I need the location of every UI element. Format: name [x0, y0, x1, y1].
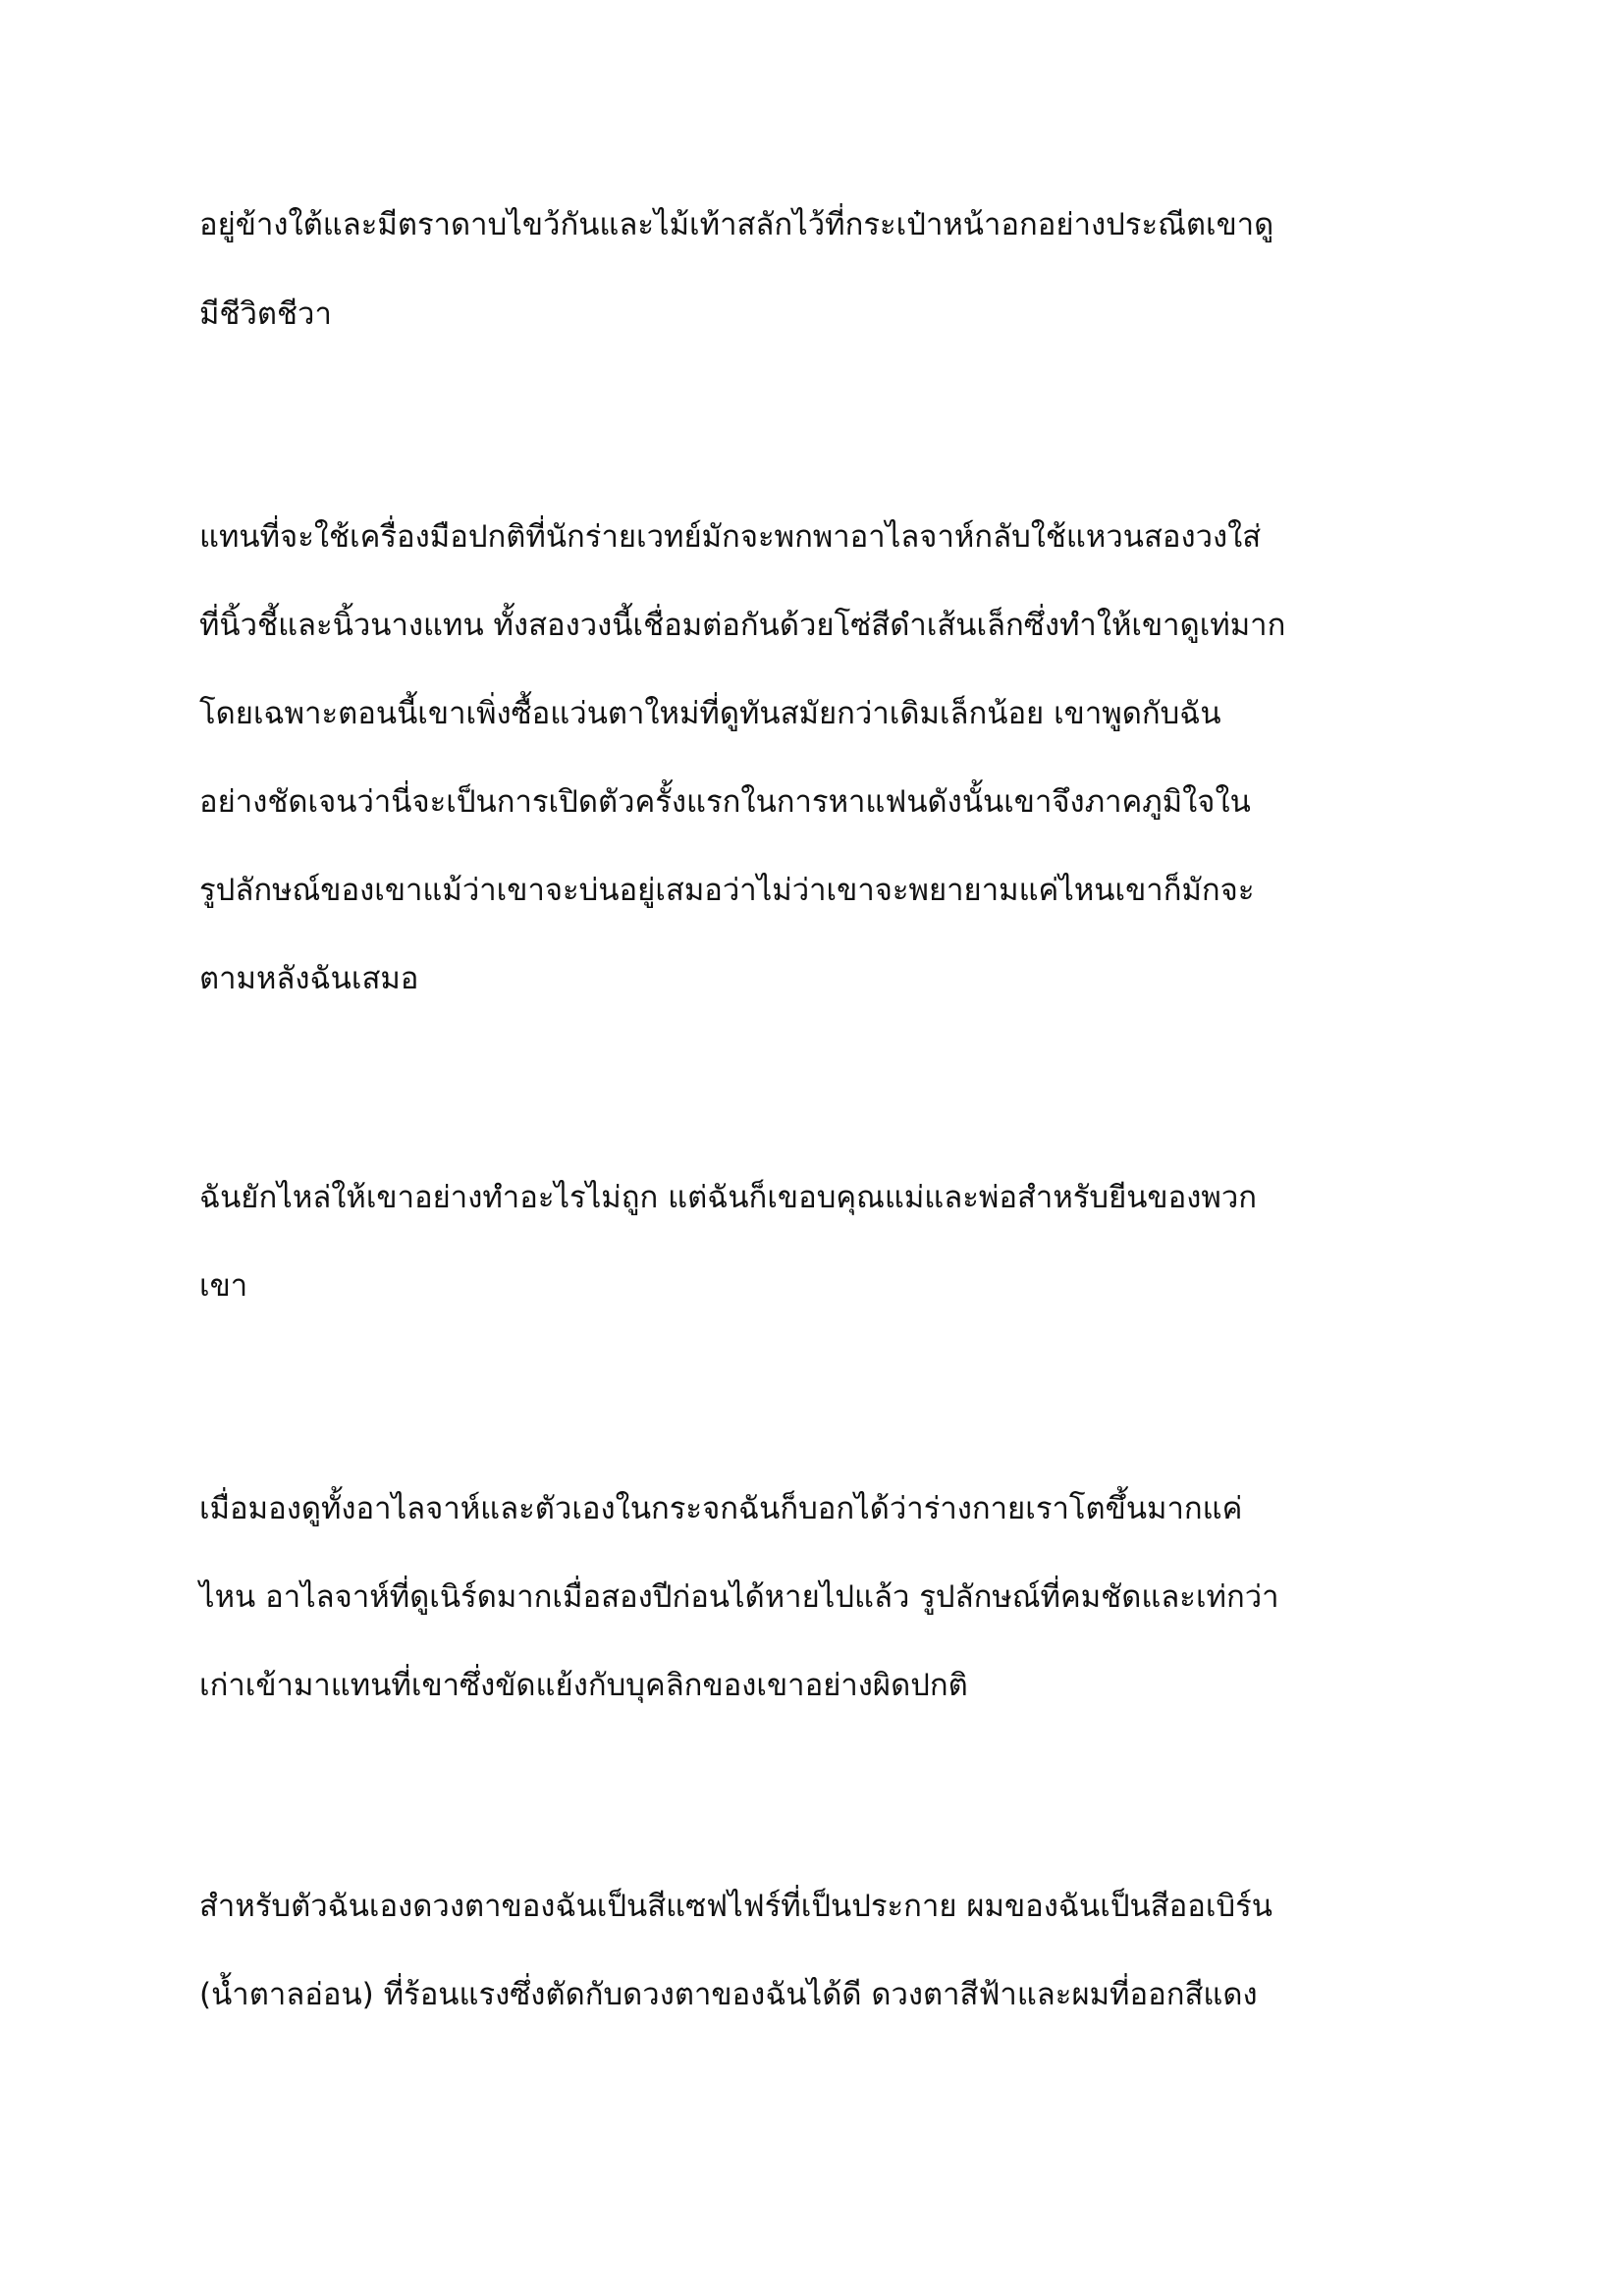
paragraph-line: สำหรับตัวฉันเองดวงตาของฉันเป็นสีแซฟไฟร์ที่เป็นประกาย ผมของฉันเป็นสีออเบิร์น — [199, 1889, 1272, 1924]
paragraph-line: โดยเฉพาะตอนนี้เขาเพิ่งซื้อแว่นตาใหม่ที่ดูทันสมัยกว่าเดิมเล็กน้อย เขาพูดกับฉัน — [199, 696, 1221, 731]
paragraph-line: รูปลักษณ์ของเขาแม้ว่าเขาจะบ่นอยู่เสมอว่าไม่ว่าเขาจะพยายามแค่ไหนเขาก็มักจะ — [199, 873, 1255, 908]
paragraph-line: ตามหลังฉันเสมอ — [199, 961, 419, 996]
paragraph-line: เขา — [199, 1268, 248, 1304]
paragraph-line: อยู่ข้างใต้และมีตราดาบไขว้กันและไม้เท้าสลักไว้ที่กระเป๋าหน้าอกอย่างประณีตเขาดู — [199, 207, 1274, 242]
paragraph-line: อย่างชัดเจนว่านี่จะเป็นการเปิดตัวครั้งแรกในการหาแฟนดังนั้นเขาจึงภาคภูมิใจใน — [199, 784, 1251, 820]
paragraph-line: แทนที่จะใช้เครื่องมือปกติที่นักร่ายเวทย์มักจะพกพาอาไลจาห์กลับใช้แหวนสองวงใส่ — [199, 519, 1262, 555]
paragraph-line: ฉันยักไหล่ให้เขาอย่างทำอะไรไม่ถูก แต่ฉันก็เขอบคุณแม่และพ่อสำหรับยีนของพวก — [199, 1180, 1257, 1215]
paragraph-line: ไหน อาไลจาห์ที่ดูเนิร์ดมากเมื่อสองปีก่อนได้หายไปแล้ว รูปลักษณ์ที่คมชัดและเท่กว่า — [199, 1579, 1279, 1615]
paragraph-line: เมื่อมองดูทั้งอาไลจาห์และตัวเองในกระจกฉันก็บอกได้ว่าร่างกายเราโตขึ้นมากแค่ — [199, 1491, 1243, 1526]
paragraph-line: เก่าเข้ามาแทนที่เขาซึ่งขัดแย้งกับบุคลิกของเขาอย่างผิดปกติ — [199, 1668, 968, 1703]
paragraph-line: (น้ำตาลอ่อน) ที่ร้อนแรงซึ่งตัดกับดวงตาของฉันได้ดี ดวงตาสีฟ้าและผมที่ออกสีแดง — [199, 1977, 1258, 2012]
paragraph-line: มีชีวิตชีวา — [199, 296, 332, 332]
paragraph-line: ที่นิ้วชี้และนิ้วนางแทน ทั้งสองวงนี้เชื่อมต่อกันด้วยโซ่สีดำเส้นเล็กซึ่งทำให้เขาดูเท่มาก — [199, 608, 1286, 643]
